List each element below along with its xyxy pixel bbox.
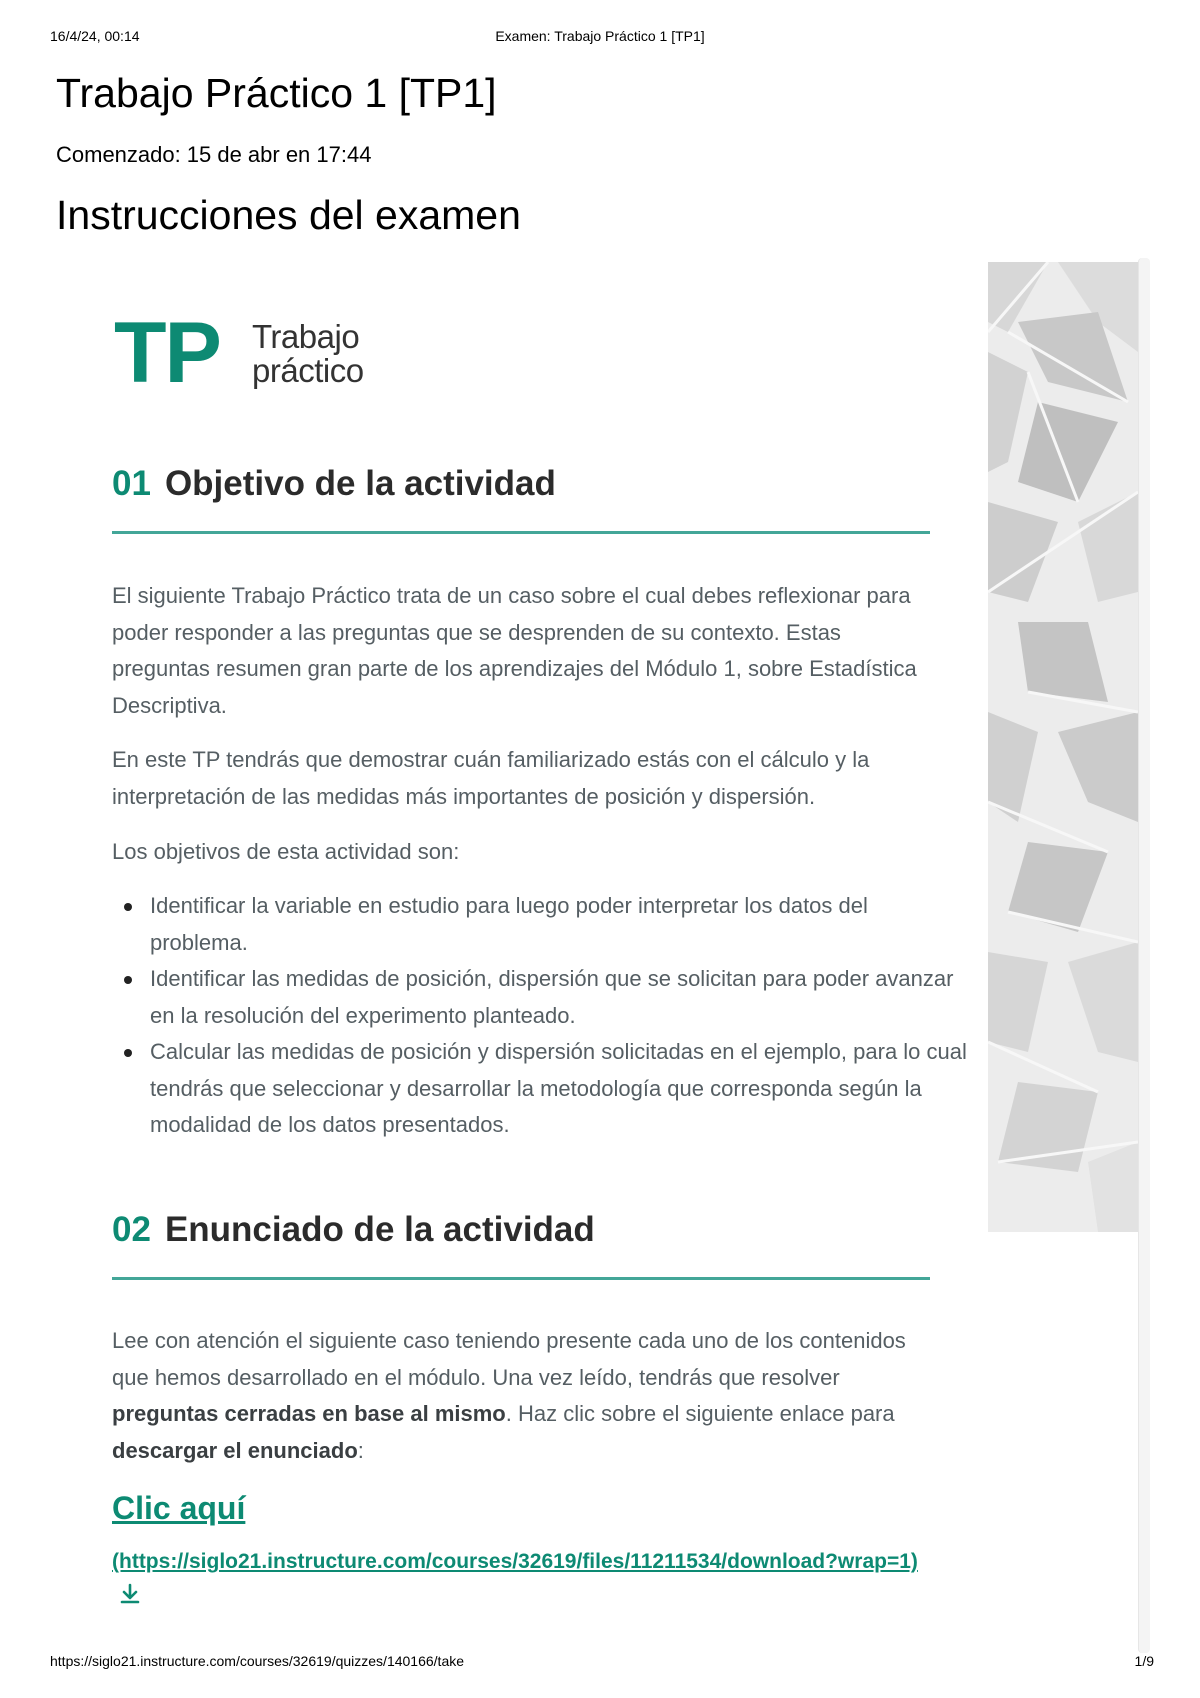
section-2-text-2: . Haz clic sobre el siguiente enlace para — [505, 1401, 895, 1426]
page-title: Trabajo Práctico 1 [TP1] — [56, 70, 497, 116]
page-number: 1/9 — [1134, 1653, 1154, 1669]
section-1-divider — [112, 531, 930, 534]
section-1-title: Objetivo de la actividad — [164, 464, 556, 503]
architecture-pattern-image — [988, 262, 1138, 1232]
section-2-text-1: Lee con atención el siguiente caso teniendo presente cada uno de los contenidos que hemos desarrollado en el módulo. Una vez leído, tendrás que resolver — [112, 1328, 906, 1390]
objectives-list — [112, 888, 970, 1144]
objective-item: Identificar las medidas de posición, dispersión que se solicitan para poder avanzar en la resolución del experimento planteado. — [150, 961, 970, 1034]
section-1-number: 01 — [112, 464, 151, 503]
logo-line-1: Trabajo — [252, 318, 360, 355]
section-2-number: 02 — [112, 1210, 151, 1249]
print-footer-url: https://siglo21.instructure.com/courses/32619/quizzes/140166/take — [50, 1653, 465, 1669]
print-footer — [0, 1653, 1200, 1673]
download-url-link[interactable] — [112, 1543, 932, 1618]
tp-logo — [114, 305, 394, 401]
section-2-bold-2: descargar el enunciado — [112, 1437, 358, 1463]
started-value: 15 de abr en 17:44 — [186, 142, 372, 167]
print-document-title: Examen: Trabajo Práctico 1 [TP1] — [495, 28, 705, 44]
instructions-heading: Instrucciones del examen — [56, 192, 521, 238]
section-2-title: Enunciado de la actividad — [164, 1210, 595, 1249]
section-1-paragraph-2: En este TP tendrás que demostrar cuán familiarizado estás con el cálculo y la interpretación de las medidas más importantes de posición y dispersión. — [112, 747, 870, 809]
download-icon[interactable] — [118, 1581, 142, 1618]
objective-item: Identificar la variable en estudio para luego poder interpretar los datos del problema. — [150, 888, 970, 961]
logo-line-2: práctico — [252, 352, 364, 389]
print-date: 16/4/24, 00:14 — [50, 28, 140, 44]
section-1-paragraph-1: El siguiente Trabajo Práctico trata de un caso sobre el cual debes reflexionar para poder responder a las preguntas que se desprenden de su contexto. Estas preguntas resumen gran parte de los aprendizajes del Módulo 1, sobre Estadística Descriptiva. — [112, 583, 917, 718]
section-2-divider — [112, 1277, 930, 1280]
print-header — [0, 28, 1200, 48]
download-url-text[interactable]: (https://siglo21.instructure.com/courses/32619/files/11211534/download?wrap=1) — [112, 1550, 918, 1573]
section-2-text-3: : — [357, 1437, 364, 1463]
section-2-paragraph — [112, 1323, 932, 1469]
section-1-paragraph-3: Los objetivos de esta actividad son: — [112, 839, 460, 864]
section-2-heading — [112, 1210, 932, 1250]
started-label: Comenzado: — [56, 142, 181, 167]
content-scrollbar[interactable] — [1138, 258, 1150, 1653]
decorative-side-image — [988, 262, 1138, 1232]
logo-words — [252, 320, 364, 388]
objective-item: Calcular las medidas de posición y dispersión solicitadas en el ejemplo, para lo cual tendrás que seleccionar y desarrollar la metodología que corresponda según la modalidad de los datos presentados. — [150, 1034, 970, 1144]
download-link[interactable]: Clic aquí — [112, 1490, 246, 1526]
started-info — [56, 142, 371, 168]
section-2-bold-1: preguntas cerradas en base al mismo — [112, 1401, 506, 1426]
section-1-heading — [112, 464, 932, 504]
logo-letters: TP — [114, 305, 220, 401]
